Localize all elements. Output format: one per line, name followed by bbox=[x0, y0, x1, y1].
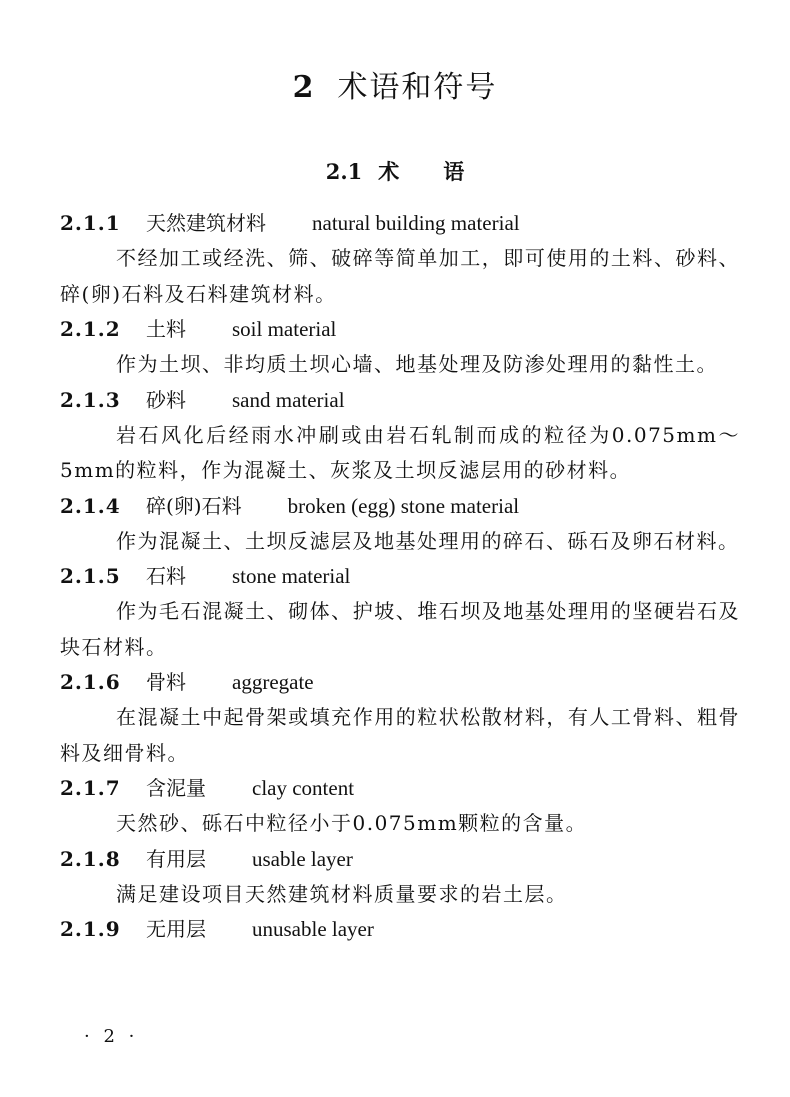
term-definition: 作为土坝、非均质土坝心墙、地基处理及防渗处理用的黏性土。 bbox=[116, 352, 718, 376]
chapter-title-text: 术语和符号 bbox=[337, 70, 498, 105]
term-entry bbox=[60, 383, 740, 489]
term-english: usable layer bbox=[252, 846, 353, 871]
section-title bbox=[0, 156, 790, 186]
term-number: 2.1.6 bbox=[60, 670, 121, 694]
term-heading bbox=[60, 559, 740, 594]
term-number: 2.1.4 bbox=[60, 493, 121, 518]
term-chinese: 骨料 bbox=[146, 670, 186, 694]
term-heading bbox=[60, 771, 740, 806]
term-number: 2.1.8 bbox=[60, 846, 121, 871]
term-entry bbox=[60, 559, 740, 665]
term-chinese: 碎(卵)石料 bbox=[146, 493, 242, 518]
term-chinese: 有用层 bbox=[146, 846, 206, 871]
term-chinese: 含泥量 bbox=[146, 776, 206, 800]
term-chinese: 石料 bbox=[146, 564, 186, 588]
term-english: clay content bbox=[252, 776, 355, 800]
term-definition: 岩石风化后经雨水冲刷或由岩石轧制而成的粒径为0.075mm～5mm的粒料，作为混凝土、灰浆及土坝反滤层用的砂材料。 bbox=[60, 422, 740, 482]
term-english: natural building material bbox=[312, 211, 520, 235]
term-definition: 天然砂、砾石中粒径小于0.075mm颗粒的含量。 bbox=[116, 811, 588, 835]
term-heading bbox=[60, 312, 740, 347]
page-number: · 2 · bbox=[84, 1026, 139, 1047]
term-chinese: 土料 bbox=[146, 317, 186, 341]
term-definition: 不经加工或经洗、筛、破碎等简单加工，即可使用的土料、砂料、碎(卵)石料及石料建筑材料。 bbox=[60, 246, 740, 306]
term-english: unusable layer bbox=[252, 917, 374, 941]
term-number: 2.1.2 bbox=[60, 317, 121, 341]
term-number: 2.1.3 bbox=[60, 387, 121, 412]
section-title-part-a: 术 bbox=[378, 159, 400, 184]
term-english: sand material bbox=[232, 387, 345, 412]
term-definition: 在混凝土中起骨架或填充作用的粒状松散材料，有人工骨料、粗骨料及细骨料。 bbox=[60, 705, 740, 765]
term-entry bbox=[60, 842, 740, 913]
term-english: broken (egg) stone material bbox=[287, 493, 520, 518]
term-number: 2.1.7 bbox=[60, 776, 121, 800]
section-number: 2.1 bbox=[325, 159, 363, 184]
term-entry bbox=[60, 206, 740, 312]
term-heading bbox=[60, 489, 740, 524]
term-heading bbox=[60, 665, 740, 700]
term-number: 2.1.9 bbox=[60, 917, 121, 941]
term-entry bbox=[60, 912, 740, 947]
term-heading bbox=[60, 842, 740, 877]
term-list bbox=[60, 206, 740, 947]
chapter-number: 2 bbox=[292, 70, 316, 105]
term-english: stone material bbox=[232, 564, 351, 588]
term-definition: 满足建设项目天然建筑材料质量要求的岩土层。 bbox=[116, 881, 568, 906]
term-entry bbox=[60, 312, 740, 383]
term-entry bbox=[60, 665, 740, 771]
term-english: soil material bbox=[232, 317, 337, 341]
term-number: 2.1.1 bbox=[60, 211, 121, 235]
term-heading bbox=[60, 206, 740, 241]
term-number: 2.1.5 bbox=[60, 564, 121, 588]
term-entry bbox=[60, 489, 740, 560]
section-title-part-b: 语 bbox=[443, 159, 465, 184]
term-entry bbox=[60, 771, 740, 842]
term-definition: 作为毛石混凝土、砌体、护坡、堆石坝及地基处理用的坚硬岩石及块石材料。 bbox=[60, 599, 740, 659]
term-english: aggregate bbox=[232, 670, 314, 694]
term-definition: 作为混凝土、土坝反滤层及地基处理用的碎石、砾石及卵石材料。 bbox=[116, 528, 740, 553]
term-chinese: 天然建筑材料 bbox=[146, 211, 266, 235]
term-heading bbox=[60, 912, 740, 947]
chapter-title bbox=[0, 62, 790, 106]
term-chinese: 砂料 bbox=[146, 387, 186, 412]
term-chinese: 无用层 bbox=[146, 917, 206, 941]
term-heading bbox=[60, 383, 740, 418]
